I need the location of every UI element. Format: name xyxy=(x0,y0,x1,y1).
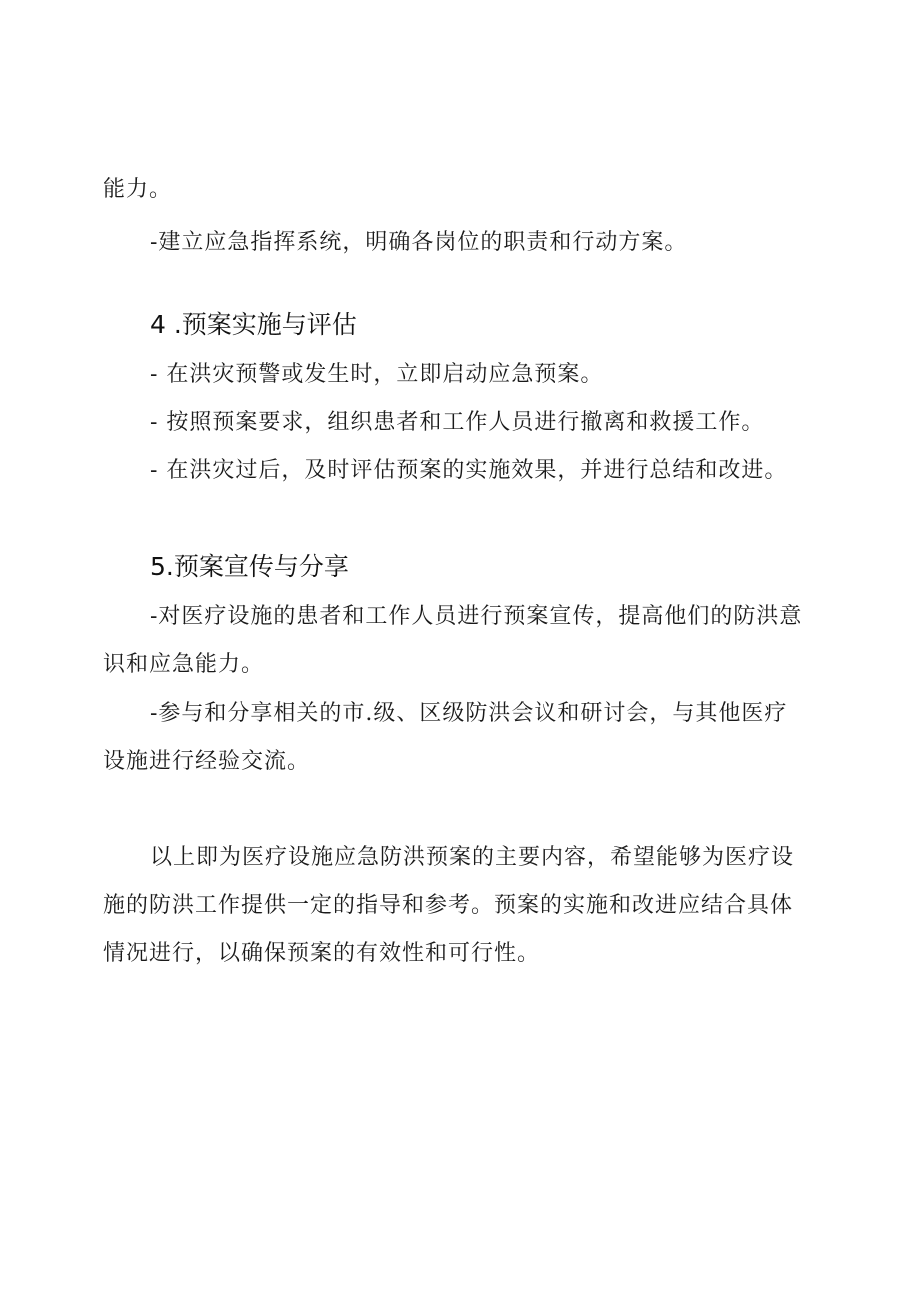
section-4-item-2: - 按照预案要求，组织患者和工作人员进行撤离和救援工作。 xyxy=(150,410,765,435)
conclusion-line-2: 施的防洪工作提供一定的指导和参考。预案的实施和改进应结合具体 xyxy=(103,893,794,918)
section-4-item-1: - 在洪灾预警或发生时，立即启动应急预案。 xyxy=(150,362,604,387)
section-4-heading: 4 .预案实施与评估 xyxy=(150,310,357,339)
section-5-item-1-line-1: -对医疗设施的患者和工作人员进行预案宣传，提高他们的防洪意 xyxy=(150,604,803,629)
section-4-item-3: - 在洪灾过后，及时评估预案的实施效果，并进行总结和改进。 xyxy=(150,458,788,483)
paragraph-fragment: 能力。 xyxy=(103,177,173,202)
section-5-item-2-line-2: 设施进行经验交流。 xyxy=(103,749,311,774)
section-5-item-1-line-2: 识和应急能力。 xyxy=(103,652,265,677)
section-5-item-2-line-1: -参与和分享相关的市.级、区级防洪会议和研讨会，与其他医疗 xyxy=(150,701,788,726)
conclusion-line-3: 情况进行，以确保预案的有效性和可行性。 xyxy=(103,941,541,966)
section-5-heading: 5.预案宣传与分享 xyxy=(150,552,349,581)
conclusion-line-1: 以上即为医疗设施应急防洪预案的主要内容，希望能够为医疗设 xyxy=(150,845,795,870)
bullet-command-system: -建立应急指挥系统，明确各岗位的职责和行动方案。 xyxy=(150,230,688,255)
